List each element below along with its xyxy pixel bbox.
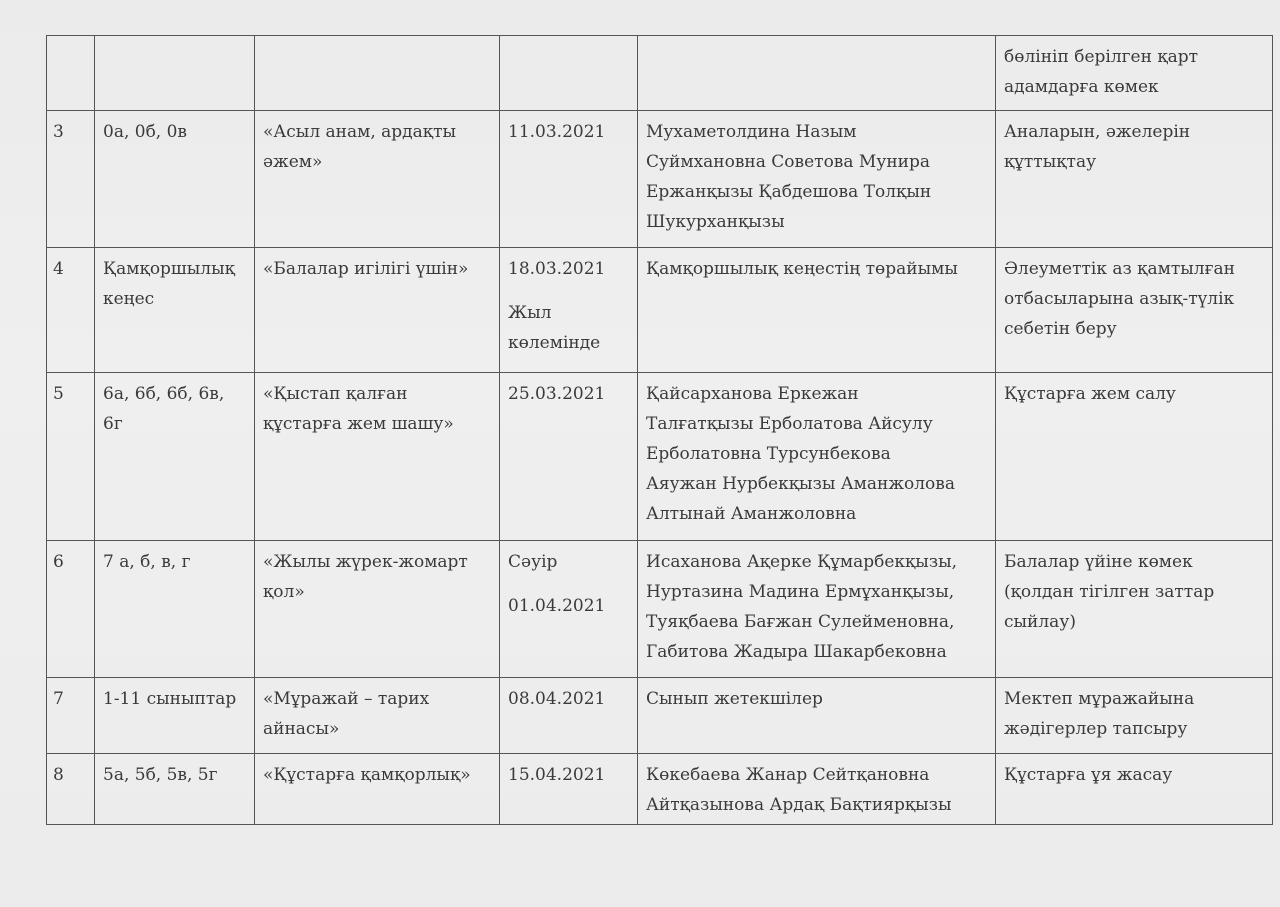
- responsible-cell: Сынып жетекшілер: [638, 678, 996, 754]
- row-number-cell: [47, 36, 95, 111]
- table-row: [47, 248, 1273, 373]
- participants-cell: 7 а, б, в, г: [95, 541, 255, 678]
- result-cell: Аналарын, әжелерін құттықтау: [996, 111, 1273, 248]
- responsible-cell: Қамқоршылық кеңестің төрайымы: [638, 248, 996, 373]
- event-title-cell: «Қыстап қалған құстарға жем шашу»: [255, 373, 500, 541]
- event-title-cell: [255, 36, 500, 111]
- table-row: [47, 373, 1273, 541]
- row-number-cell: 5: [47, 373, 95, 541]
- date-text: 18.03.2021: [508, 259, 606, 279]
- date-note: Жыл көлемінде: [508, 303, 601, 353]
- result-cell: Құстарға ұя жасау: [996, 754, 1273, 825]
- date-text: 11.03.2021: [508, 122, 606, 142]
- date-text: 15.04.2021: [508, 765, 606, 785]
- date-text: 25.03.2021: [508, 384, 606, 404]
- participants-cell: [95, 36, 255, 111]
- date-text: Сәуір: [508, 552, 558, 572]
- date-cell: [500, 373, 638, 541]
- date-cell: [500, 36, 638, 111]
- responsible-cell: Көкебаева Жанар Сейтқановна Айтқазынова Ардақ Бақтиярқызы: [638, 754, 996, 825]
- result-cell: Әлеуметтік аз қамтылған отбасыларына азық-түлік себетін беру: [996, 248, 1273, 373]
- participants-cell: 6а, 6б, 6б, 6в, 6г: [95, 373, 255, 541]
- table-row: [47, 541, 1273, 678]
- events-table: [46, 35, 1273, 825]
- table-row: [47, 754, 1273, 825]
- event-title-cell: «Жылы жүрек-жомарт қол»: [255, 541, 500, 678]
- date-cell: [500, 541, 638, 678]
- responsible-cell: Қайсарханова Еркежан Талғатқызы Ерболатова Айсулу Ерболатовна Турсунбекова Аяужан Нурбекқызы Аманжолова Алтынай Аманжоловна: [638, 373, 996, 541]
- responsible-cell: Мухаметолдина Назым Суймхановна Советова Мунира Ержанқызы Қабдешова Толқын Шукурханқызы: [638, 111, 996, 248]
- result-cell: Құстарға жем салу: [996, 373, 1273, 541]
- result-cell: бөлініп берілген қарт адамдарға көмек: [996, 36, 1273, 111]
- responsible-cell: [638, 36, 996, 111]
- event-title-cell: «Балалар игілігі үшін»: [255, 248, 500, 373]
- participants-cell: 1-11 сыныптар: [95, 678, 255, 754]
- result-cell: Мектеп мұражайына жәдігерлер тапсыру: [996, 678, 1273, 754]
- responsible-cell: Исаханова Ақерке Құмарбекқызы, Нуртазина Мадина Ермұханқызы, Туяқбаева Бағжан Сулейменовна, Габитова Жадыра Шакарбековна: [638, 541, 996, 678]
- table-row: [47, 678, 1273, 754]
- row-number-cell: 3: [47, 111, 95, 248]
- event-title-cell: «Мұражай – тарих айнасы»: [255, 678, 500, 754]
- table-row: [47, 36, 1273, 111]
- row-number-cell: 7: [47, 678, 95, 754]
- row-number-cell: 8: [47, 754, 95, 825]
- date-cell: [500, 678, 638, 754]
- date-cell: [500, 248, 638, 373]
- result-cell: Балалар үйіне көмек (қолдан тігілген заттар сыйлау): [996, 541, 1273, 678]
- participants-cell: Қамқоршылық кеңес: [95, 248, 255, 373]
- date-text: 08.04.2021: [508, 689, 606, 709]
- table-row: [47, 111, 1273, 248]
- date-cell: [500, 111, 638, 248]
- participants-cell: 5а, 5б, 5в, 5г: [95, 754, 255, 825]
- date-note: 01.04.2021: [508, 596, 606, 616]
- row-number-cell: 6: [47, 541, 95, 678]
- participants-cell: 0а, 0б, 0в: [95, 111, 255, 248]
- event-title-cell: «Асыл анам, ардақты әжем»: [255, 111, 500, 248]
- row-number-cell: 4: [47, 248, 95, 373]
- date-cell: [500, 754, 638, 825]
- event-title-cell: «Құстарға қамқорлық»: [255, 754, 500, 825]
